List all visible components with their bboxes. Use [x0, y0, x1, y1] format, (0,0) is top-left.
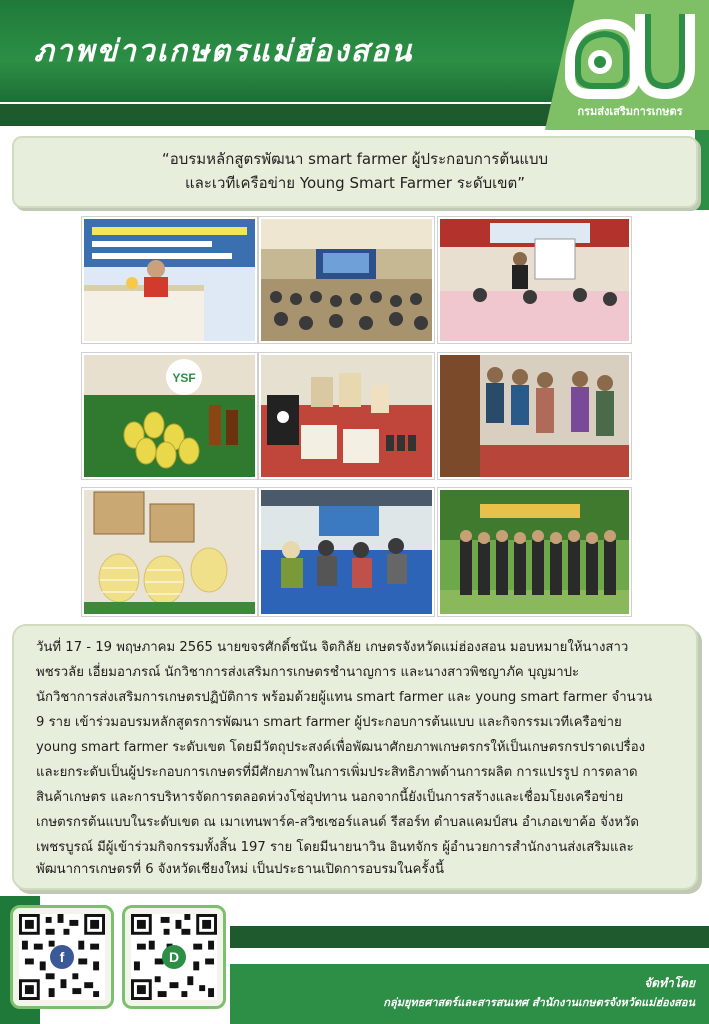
footer-band — [230, 926, 709, 948]
photo-fruit-packaging — [82, 488, 257, 616]
facebook-qr-code[interactable] — [10, 905, 114, 1009]
body-line: young smart farmer ระดับเขต โดยมีวัตถุประสงค์เพื่อพัฒนาศักยภาพเกษตรกรให้เป็นเกษตรกรปราดเปรื่อง — [36, 740, 646, 755]
footer-made-by: จัดทำโดย — [644, 976, 695, 990]
headline-line-2: และเวทีเครือข่าย Young Smart Farmer ระดับเขต” — [185, 174, 525, 192]
photo-outdoor-session — [259, 488, 434, 616]
body-line: สินค้าเกษตร และการบริหารจัดการตลอดห่วงโซ่อุปทาน นอกจากนี้ยังเป็นการสร้างและเชื่อมโยงเครือข่าย — [36, 790, 624, 805]
photo-presentation — [438, 217, 631, 343]
body-line: นักวิชาการส่งเสริมการเกษตรปฏิบัติการ พร้อมด้วยผู้แทน smart farmer และ young smart farmer จำนวน — [36, 690, 653, 705]
doae-logo-icon — [560, 6, 698, 102]
photo-opening-speech — [82, 217, 257, 343]
body-line: พชรวลัย เอี่ยมอาภรณ์ นักวิชาการส่งเสริมการเกษตรชำนาญการ และนางสาวพิชญาภัค บุญมาปะ — [36, 665, 580, 680]
headline-line-1: “อบรมหลักสูตรพัฒนา smart farmer ผู้ประกอบการต้นแบบ — [161, 150, 549, 168]
page-title: ภาพข่าวเกษตรแม่ฮ่องสอน — [34, 34, 414, 69]
photo-ysf-products — [82, 353, 257, 479]
body-line: เพชรบูรณ์ มีผู้เข้าร่วมกิจกรรมทั้งสิ้น 197 ราย โดยมีนายนาวิน อินทจักร ผู้อำนวยการสำนักงานส่งเสริมและ — [36, 840, 634, 855]
photo-group-portrait — [438, 488, 631, 616]
photo-group-discussion — [438, 353, 631, 479]
body-line: วันที่ 17 - 19 พฤษภาคม 2565 นายขจรศักดิ์ชนัน จิตกิลัย เกษตรจังหวัดแม่ฮ่องสอน มอบหมายให้นางสาว — [36, 640, 629, 655]
doae-qr-code[interactable] — [122, 905, 226, 1009]
facebook-icon: f — [50, 945, 74, 969]
ysf-caption: YSF — [172, 371, 196, 385]
photo-auditorium — [259, 217, 434, 343]
headline-box — [12, 136, 698, 208]
body-line: เกษตรกรต้นแบบในระดับเขต ณ เมาเทนพาร์ค-สวิชเซอร์แลนด์ รีสอร์ท ตำบลแคมป์สน อำเภอเขาค้อ จังหวัด — [36, 815, 639, 830]
doae-icon: D — [162, 945, 186, 969]
footer-office: กลุ่มยุทธศาสตร์และสารสนเทศ สำนักงานเกษตรจังหวัดแม่ฮ่องสอน — [383, 996, 695, 1009]
header-underline — [0, 104, 600, 126]
body-line: และยกระดับเป็นผู้ประกอบการเกษตรที่มีศักยภาพในการเพิ่มประสิทธิภาพด้านการผลิต การแปรรูป การตลาด — [36, 765, 638, 780]
body-line: 9 ราย เข้าร่วมอบรมหลักสูตรการพัฒนา smart farmer ผู้ประกอบการต้นแบบ และกิจกรรมเวทีเครือข่าย — [36, 715, 622, 730]
article-body — [12, 624, 698, 890]
photo-product-display — [259, 353, 434, 479]
logo-caption: กรมส่งเสริมการเกษตร — [577, 105, 683, 118]
body-line: พัฒนาการเกษตรที่ 6 จังหวัดเชียงใหม่ เป็นประธานเปิดการอบรมในครั้งนี้ — [36, 862, 444, 877]
photo-grid — [82, 217, 627, 614]
